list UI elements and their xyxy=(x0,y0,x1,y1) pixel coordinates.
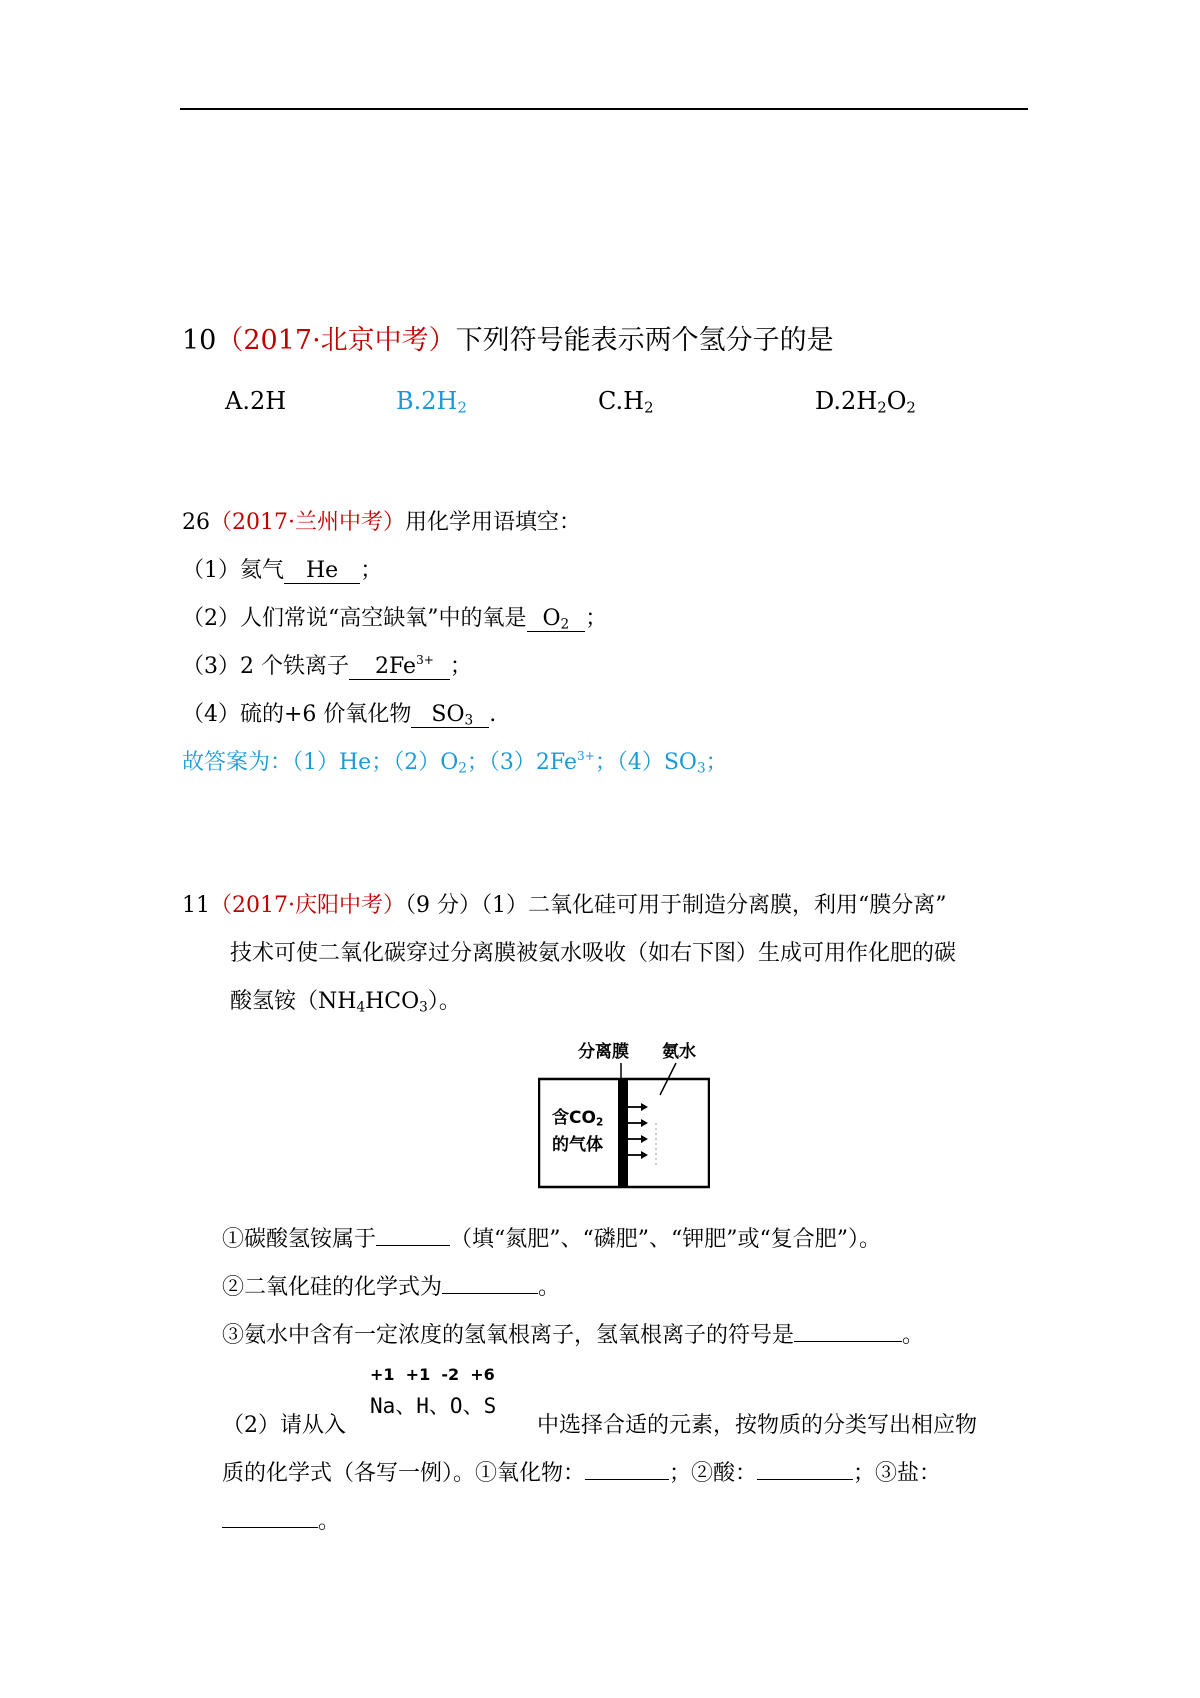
q11-part-2-suffix: 中选择合适的元素，按物质的分类写出相应物 xyxy=(537,1413,978,1438)
label-ammonia: 氨水 xyxy=(662,1042,696,1062)
option-d: $D.2H_2O_2$ xyxy=(815,387,916,417)
membrane-separation-diagram xyxy=(538,1037,710,1189)
label-membrane: 分离膜 xyxy=(578,1042,629,1062)
q26-item-1: （1）氦气 He ； xyxy=(182,558,383,583)
answer-blank: $SO_3$ xyxy=(411,703,489,728)
question-number: 10 xyxy=(182,325,217,356)
q11-sub-2: ②二氧化硅的化学式为 。 xyxy=(222,1275,561,1300)
label-gas: 的气体 xyxy=(552,1135,603,1155)
answer-blank xyxy=(442,1293,538,1294)
q26-item-3: （3）2 个铁离子 $2Fe^{3+}$ ； xyxy=(182,652,472,679)
option-a: A.2H xyxy=(225,387,287,415)
q26-answer-line: 故答案为：（1）He；$(2)O_2$；$(3)2Fe^{3+}$；$(4)SO_3$； xyxy=(182,748,728,777)
answer-blank: $2Fe^{3+}$ xyxy=(349,655,450,680)
answer-blank: $O_2$ xyxy=(527,607,586,632)
q11-sub-3: ③氨水中含有一定浓度的氢氧根离子，氢氧根离子的符号是 。 xyxy=(222,1323,925,1348)
valence-labels: +1 +1 -2 +6 xyxy=(370,1365,495,1384)
question-source: （2017·北京中考） xyxy=(216,325,456,356)
answer-blank xyxy=(794,1341,902,1342)
question-10-stem xyxy=(182,318,834,357)
q11-part-2-prefix: （2）请从入 xyxy=(222,1413,346,1438)
answer-blank xyxy=(585,1479,669,1480)
q11-part-2-line-2: 质的化学式（各写一例）。①氧化物： ；②酸： ；③盐： xyxy=(222,1461,942,1486)
q11-part-2-line-3: 。 xyxy=(222,1504,340,1535)
co2-arrows xyxy=(628,1103,648,1159)
question-26-stem: 26（2017·兰州中考）用化学用语填空： xyxy=(182,510,581,535)
q26-item-2: （2）人们常说“高空缺氧”中的氧是 $O_2$ ； xyxy=(182,606,608,633)
question-text: 下列符号能表示两个氢分子的是 xyxy=(455,325,834,356)
question-11-line-2: 技术可使二氧化碳穿过分离膜被氨水吸收（如右下图）生成可用作化肥的碳 xyxy=(230,941,957,966)
answer-blank xyxy=(757,1479,853,1480)
q11-sub-1: ①碳酸氢铵属于 （填“氮肥”、“磷肥”、“钾肥”或“复合肥”）。 xyxy=(222,1227,881,1252)
q26-item-4: （4）硫的+6 价氧化物 $SO_3$ . xyxy=(182,702,497,729)
membrane-bar xyxy=(618,1079,628,1187)
element-list: Na、H、O、S xyxy=(370,1394,497,1418)
label-gas-co2: 含$CO_2$ xyxy=(552,1108,604,1129)
answer-blank xyxy=(222,1527,318,1528)
question-11-line-3: 酸氢铵$(NH_4HCO_3)$。 xyxy=(230,989,461,1016)
question-11-line-1: 11（2017·庆阳中考）（9 分）（1）二氧化硅可用于制造分离膜，利用“膜分离” xyxy=(182,893,947,918)
header-rule xyxy=(180,108,1028,110)
answer-blank: He xyxy=(284,559,360,584)
option-c: $C.H_2$ xyxy=(598,387,654,417)
answer-blank xyxy=(376,1245,450,1246)
option-b-correct: $B.2H_2$ xyxy=(396,387,467,417)
